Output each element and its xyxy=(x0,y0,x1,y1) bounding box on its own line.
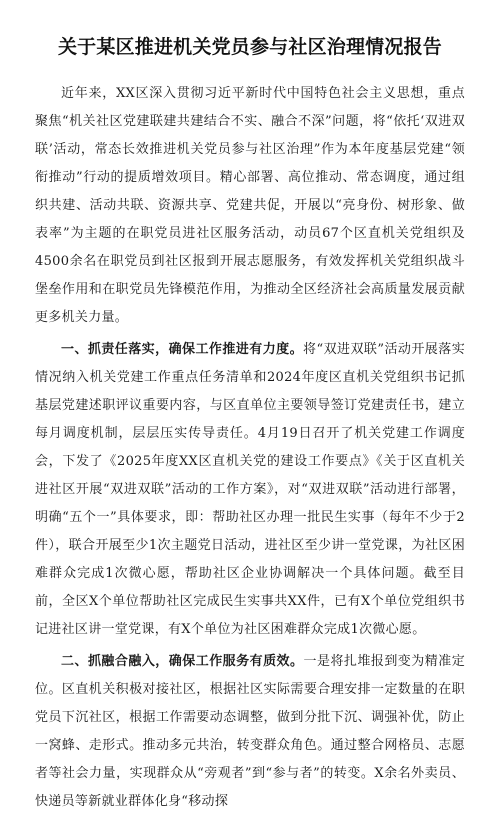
section-one-text: 将“双进双联”活动开展落实情况纳入机关党建工作重点任务清单和2024年度区直机关党组织书记抓基层党建述职评议重要内容，与区直单位主要领导签订党建责任书，建立每月调度机制，层层压实传导责任。4月19日召开了机关党建工作调度会，下发了《2025年度XX区直机关党的建设工作要点》《关于区直机关进社区开展“双进双联”活动的工作方案》，对“双进双联”活动进行部署，明确“五个一”具体要求，即：帮助社区办理一批民生实事（每年不少于2件），联合开展至少1次主题党日活动，进社区至少讲一堂党课，为社区困难群众完成1次微心愿，帮助社区企业协调解决一个具体问题。截至目前，全区X个单位帮助社区完成民生实事共XX件，已有X个单位党组织书记进社区讲一堂党课，有X个单位为社区困难群众完成1次微心愿。 xyxy=(35,342,465,637)
section-one-heading: 一、抓责任落实，确保工作推进有力度。 xyxy=(61,342,304,357)
section-two-paragraph xyxy=(35,648,465,816)
intro-paragraph-text: 近年来，XX区深入贯彻习近平新时代中国特色社会主义思想，重点聚焦“机关社区党建联建共建结合不实、融合不深”问题，将“依托‘双进双联’活动，常态长效推进机关党员参与社区治理”作为本年度基层党建“领衔推动”行动的提质增效项目。精心部署、高位推动、常态调度，通过组织共建、活动共联、资源共享、党建共促，开展以“亮身份、树形象、做表率”为主题的在职党员进社区服务活动，动员67个区直机关党组织及4500余名在职党员到社区报到开展志愿服务，有效发挥机关党组织战斗堡垒作用和在职党员先锋模范作用，为推动全区经济社会高质量发展贡献更多机关力量。 xyxy=(35,86,465,325)
document-title: 关于某区推进机关党员参与社区治理情况报告 xyxy=(57,36,442,58)
section-two-heading: 二、抓融合融入，确保工作服务有质效。 xyxy=(61,654,304,669)
section-one-paragraph xyxy=(35,336,465,644)
intro-paragraph xyxy=(35,80,465,332)
section-two-text: 一是将扎堆报到变为精准定位。区直机关积极对接社区，根据社区实际需要合理安排一定数量的在职党员下沉社区，根据工作需要动态调整，做到分批下沉、调强补优，防止一窝蜂、走形式。推动多元共治，转变群众角色。通过整合网格员、志愿者等社会力量，实现群众从“旁观者”到“参与者”的转变。X余名外卖员、快递员等新就业群体化身“移动探 xyxy=(35,654,465,809)
